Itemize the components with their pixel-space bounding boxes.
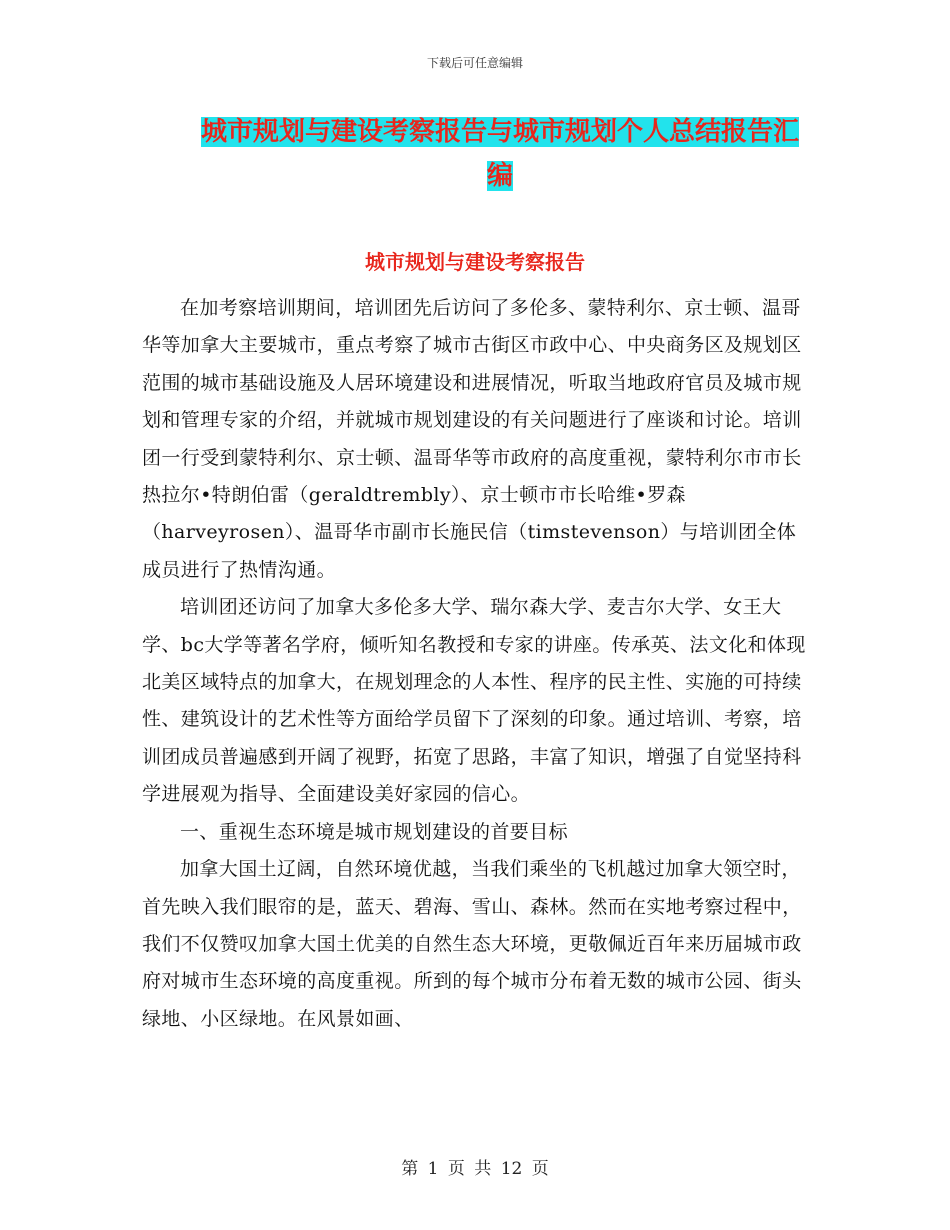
paragraph-3: 加拿大国土辽阔，自然环境优越，当我们乘坐的飞机越过加拿大领空时，首先映入我们眼帘的是，蓝天、碧海、雪山、森林。然而在实地考察过程中，我们不仅赞叹加拿大国土优美的自然生态大环境，更敬佩近百年来历届城市政府对城市生态环境的高度重视。所到的每个城市分布着无数的城市公园、街头绿地、小区绿地。在风景如画、 [142,858,802,1030]
page-number: 第 1 页 共 12 页 [401,1159,549,1179]
document-title-text: 城市规划与建设考察报告与城市规划个人总结报告汇编 [200,117,799,191]
document-body [142,290,812,1038]
paragraph-2: 培训团还访问了加拿大多伦多大学、瑞尔森大学、麦吉尔大学、女王大学、bc大学等著名学府，倾听知名教授和专家的讲座。传承英、法文化和体现北美区域特点的加拿大，在规划理念的人本性、程序的民主性、实施的可持续性、建筑设计的艺术性等方面给学员留下了深刻的印象。通过培训、考察，培训团成员普遍感到开阔了视野，拓宽了思路，丰富了知识，增强了自觉坚持科学进展观为指导、全面建设美好家园的信心。 [142,596,806,806]
paragraph-1: 在加考察培训期间，培训团先后访问了多伦多、蒙特利尔、京士顿、温哥华等加拿大主要城市，重点考察了城市古街区市政中心、中央商务区及规划区范围的城市基础设施及人居环境建设和进展情况，听取当地政府官员及城市规划和管理专家的介绍，并就城市规划建设的有关问题进行了座谈和讨论。培训团一行受到蒙特利尔、京士顿、温哥华等市政府的高度重视，蒙特利尔市市长热拉尔•特朗伯雷（geraldtrembly）、京士顿市市长哈维•罗森（harveyrosen）、温哥华市副市长施民信（timstevenson）与培训团全体成员进行了热情沟通。 [142,297,802,581]
header-note: 下载后可任意编辑 [426,56,523,70]
section-heading-1: 一、重视生态环境是城市规划建设的首要目标 [180,820,569,843]
document-title [190,110,810,198]
section-title: 城市规划与建设考察报告 [365,250,585,274]
